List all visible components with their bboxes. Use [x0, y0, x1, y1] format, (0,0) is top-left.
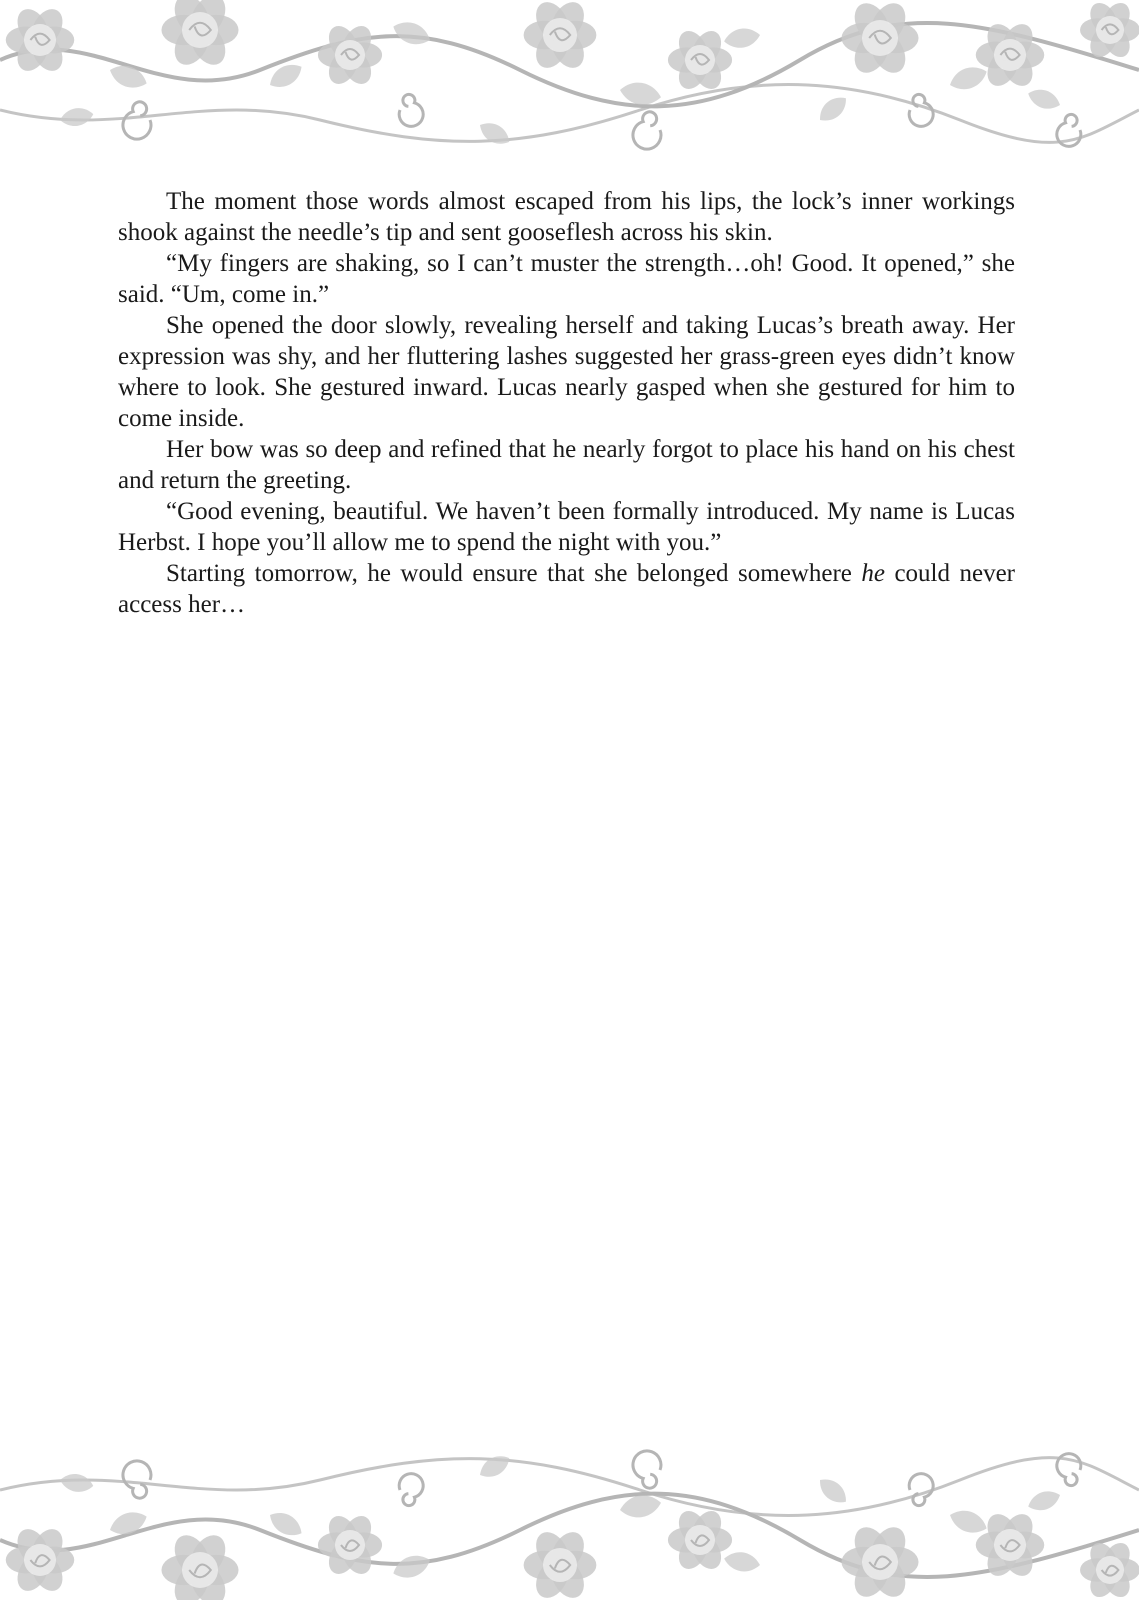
rose-vine-ornament-top: [0, 0, 1139, 160]
leaf-icon: [723, 26, 762, 51]
paragraph-3: She opened the door slowly, revealing herself and taking Lucas’s breath away. Her expression was shy, and her fluttering lashes suggested her grass-green eyes didn’t know where to look. She gestured inward. Lucas nearly gasped when she gestured for him to come inside.: [118, 312, 1015, 432]
paragraph-6-end: could never access her…: [118, 560, 1015, 618]
leaf-icon: [58, 1471, 94, 1494]
leaf-icon: [476, 117, 514, 149]
rose-vine-ornament-bottom: [0, 1440, 1139, 1600]
paragraph-6-start: Starting tomorrow, he would ensure that she belonged somewhere: [166, 560, 862, 587]
rose-icon: [6, 4, 74, 77]
leaf-icon: [947, 1505, 991, 1537]
emphasis-he: he: [861, 560, 885, 587]
rose-icon: [524, 1526, 597, 1600]
tendril-icon: [399, 1474, 423, 1506]
body-text: [118, 186, 1015, 620]
rose-icon: [161, 0, 238, 71]
leaf-icon: [1025, 85, 1063, 113]
rose-icon: [161, 1529, 238, 1600]
leaf-icon: [814, 1473, 851, 1508]
paragraph-5: “Good evening, beautiful. We haven’t been formally introduced. My name is Lucas Herbst. I hope you’ll allow me to spend the night with you.”: [118, 498, 1015, 556]
rose-icon: [318, 21, 382, 89]
paragraph-2: “My fingers are shaking, so I can’t muster the strength…oh! Good. It opened,” she said. “Um, come in.”: [118, 250, 1015, 308]
rose-icon: [841, 0, 918, 79]
tendril-icon: [399, 94, 423, 126]
leaf-icon: [476, 1450, 514, 1482]
tendril-icon: [633, 112, 661, 149]
leaf-icon: [814, 92, 851, 127]
tendril-icon: [123, 1461, 151, 1498]
tendril-icon: [633, 1451, 661, 1488]
tendril-icon: [123, 102, 151, 139]
rose-icon: [841, 1521, 918, 1600]
paragraph-1: The moment those words almost escaped from his lips, the lock’s inner workings shook against the needle’s tip and sent gooseflesh across his skin.: [118, 188, 1015, 246]
vine-stem-secondary: [0, 1458, 1139, 1516]
leaf-icon: [390, 17, 434, 49]
vine-stem-secondary: [0, 85, 1139, 143]
rose-icon: [6, 1524, 74, 1597]
leaf-icon: [58, 105, 94, 128]
leaf-icon: [947, 62, 991, 94]
rose-icon: [668, 1506, 732, 1574]
top-rose-vine-border: [0, 0, 1139, 160]
leaf-icon: [1025, 1487, 1063, 1515]
leaf-icon: [390, 1550, 434, 1582]
rose-icon: [318, 1511, 382, 1579]
leaf-icon: [723, 1549, 762, 1574]
rose-icon: [668, 26, 732, 94]
paragraph-4: Her bow was so deep and refined that he nearly forgot to place his hand on his chest and return the greeting.: [118, 436, 1015, 494]
paragraph-6: [118, 558, 1015, 620]
bottom-rose-vine-border: [0, 1440, 1139, 1600]
rose-icon: [524, 0, 597, 74]
